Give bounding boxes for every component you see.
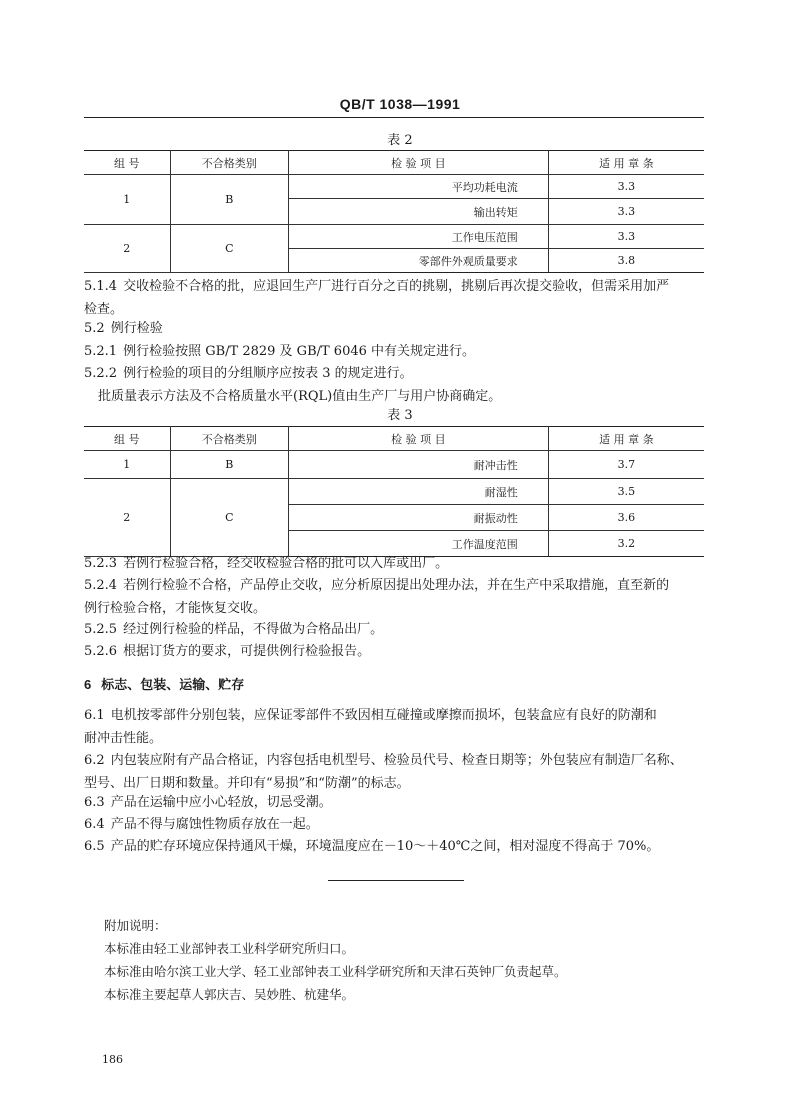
clause-5-2-5 xyxy=(84,618,708,641)
clause-number: 6.1 xyxy=(84,708,105,723)
table-2 xyxy=(84,150,704,273)
table2-header-clause: 适 用 章 条 xyxy=(548,151,704,175)
category-cell: B xyxy=(170,175,288,225)
group-cell: 2 xyxy=(84,225,170,273)
clause-6-1 xyxy=(84,704,708,750)
clause-6-5 xyxy=(84,835,708,858)
clause-cell: 3.8 xyxy=(548,249,704,273)
table-row xyxy=(84,175,704,199)
clause-text: 产品在运输中应小心轻放，切忌受潮。 xyxy=(110,795,332,810)
clause-5-1-4 xyxy=(84,275,708,321)
item-cell: 工作温度范围 xyxy=(288,531,548,557)
table2-header-group: 组 号 xyxy=(84,151,170,175)
clause-text: 例行检验按照 GB/T 2829 及 GB/T 6046 中有关规定进行。 xyxy=(123,344,476,359)
clause-number: 6.5 xyxy=(84,839,105,854)
clause-text-continued: 批质量表示方法及不合格质量水平(RQL)值由生产厂与用户协商确定。 xyxy=(98,389,502,404)
clause-cell: 3.3 xyxy=(548,175,704,199)
clause-6-3 xyxy=(84,791,708,814)
table3-header-category: 不合格类别 xyxy=(170,427,288,451)
clause-cell: 3.6 xyxy=(548,505,704,531)
table-row xyxy=(84,225,704,249)
clause-text: 若例行检验合格，经交收检验合格的批可以入库或出厂。 xyxy=(123,556,449,571)
clause-number: 6.4 xyxy=(84,817,105,832)
clause-number: 5.2.6 xyxy=(84,644,118,659)
category-cell: B xyxy=(170,451,288,479)
document-header: QB/T 1038—1991 xyxy=(339,96,461,112)
item-cell: 工作电压范围 xyxy=(288,225,548,249)
clause-text: 若例行检验不合格，产品停止交收，应分析原因提出处理办法，并在生产中采取措施，直至新的 xyxy=(123,578,670,593)
section-title: 例行检验 xyxy=(110,321,163,336)
clause-5-2-4 xyxy=(84,574,708,620)
category-cell: C xyxy=(170,479,288,557)
clause-text-continued: 耐冲击性能。 xyxy=(84,731,163,746)
clause-number: 6.2 xyxy=(84,753,105,768)
section-5-2 xyxy=(84,317,708,340)
clause-6-2 xyxy=(84,749,708,795)
table2-header-category: 不合格类别 xyxy=(170,151,288,175)
clause-text: 根据订货方的要求，可提供例行检验报告。 xyxy=(123,644,371,659)
table3-header-clause: 适 用 章 条 xyxy=(548,427,704,451)
clause-number: 5.1.4 xyxy=(84,279,118,294)
table-3 xyxy=(84,426,704,557)
clause-text-continued: 检查。 xyxy=(84,302,124,317)
clause-number: 5.2.1 xyxy=(84,344,118,359)
item-cell: 耐湿性 xyxy=(288,479,548,505)
group-cell: 1 xyxy=(84,175,170,225)
clause-5-2-2 xyxy=(84,362,708,408)
table-row xyxy=(84,479,704,505)
clause-text: 交收检验不合格的批，应退回生产厂进行百分之百的挑剔，挑剔后再次提交验收，但需采用加严 xyxy=(123,279,670,294)
clause-6-4 xyxy=(84,813,708,836)
table2-header-item: 检 验 项 目 xyxy=(288,151,548,175)
section-6 xyxy=(84,673,708,696)
category-cell: C xyxy=(170,225,288,273)
item-cell: 零部件外观质量要求 xyxy=(288,249,548,273)
section-title: 标志、包装、运输、贮存 xyxy=(101,677,245,692)
table2-caption: 表 2 xyxy=(387,133,413,148)
clause-5-2-1 xyxy=(84,340,708,363)
clause-cell: 3.2 xyxy=(548,531,704,557)
end-rule xyxy=(328,880,464,881)
notes-line: 本标准由哈尔滨工业大学、轻工业部钟表工业科学研究所和天津石英钟厂负责起草。 xyxy=(104,964,567,979)
clause-text: 电机按零部件分别包装，应保证零部件不致因相互碰撞或摩擦而损坏，包装盒应有良好的防潮和 xyxy=(110,708,657,723)
item-cell: 输出转矩 xyxy=(288,199,548,225)
clause-number: 5.2.3 xyxy=(84,556,118,571)
clause-text: 产品的贮存环境应保持通风干燥，环境温度应在－10～＋40℃之间，相对湿度不得高于 70%。 xyxy=(110,839,660,854)
item-cell: 耐冲击性 xyxy=(288,451,548,479)
clause-5-2-3 xyxy=(84,552,708,575)
table3-caption: 表 3 xyxy=(387,408,413,423)
notes-line: 本标准主要起草人郭庆吉、吴妙胜、杭建华。 xyxy=(104,987,355,1002)
clause-text: 产品不得与腐蚀性物质存放在一起。 xyxy=(110,817,319,832)
section-number: 6 xyxy=(84,677,92,692)
group-cell: 1 xyxy=(84,451,170,479)
clause-number: 5.2.2 xyxy=(84,366,118,381)
item-cell: 平均功耗电流 xyxy=(288,175,548,199)
header-rule xyxy=(84,117,704,118)
clause-cell: 3.3 xyxy=(548,225,704,249)
notes-line: 本标准由轻工业部钟表工业科学研究所归口。 xyxy=(104,941,355,956)
table3-header-group: 组 号 xyxy=(84,427,170,451)
clause-cell: 3.5 xyxy=(548,479,704,505)
clause-5-2-6 xyxy=(84,640,708,663)
table3-header-item: 检 验 项 目 xyxy=(288,427,548,451)
clause-number: 6.3 xyxy=(84,795,105,810)
clause-number: 5.2.5 xyxy=(84,622,118,637)
item-cell: 耐振动性 xyxy=(288,505,548,531)
section-number: 5.2 xyxy=(84,321,105,336)
clause-number: 5.2.4 xyxy=(84,578,118,593)
page-number: 186 xyxy=(102,1053,123,1066)
notes-title: 附加说明： xyxy=(104,918,167,933)
clause-cell: 3.3 xyxy=(548,199,704,225)
clause-text-continued: 例行检验合格，才能恢复交收。 xyxy=(84,601,267,616)
clause-text-continued: 型号、出厂日期和数量。并印有“易损”和“防潮”的标志。 xyxy=(84,776,410,791)
clause-cell: 3.7 xyxy=(548,451,704,479)
group-cell: 2 xyxy=(84,479,170,557)
table-row xyxy=(84,451,704,479)
clause-text: 内包装应附有产品合格证，内容包括电机型号、检验员代号、检查日期等；外包装应有制造厂名称、 xyxy=(110,753,683,768)
clause-text: 例行检验的项目的分组顺序应按表 3 的规定进行。 xyxy=(123,366,413,381)
clause-text: 经过例行检验的样品，不得做为合格品出厂。 xyxy=(123,622,384,637)
